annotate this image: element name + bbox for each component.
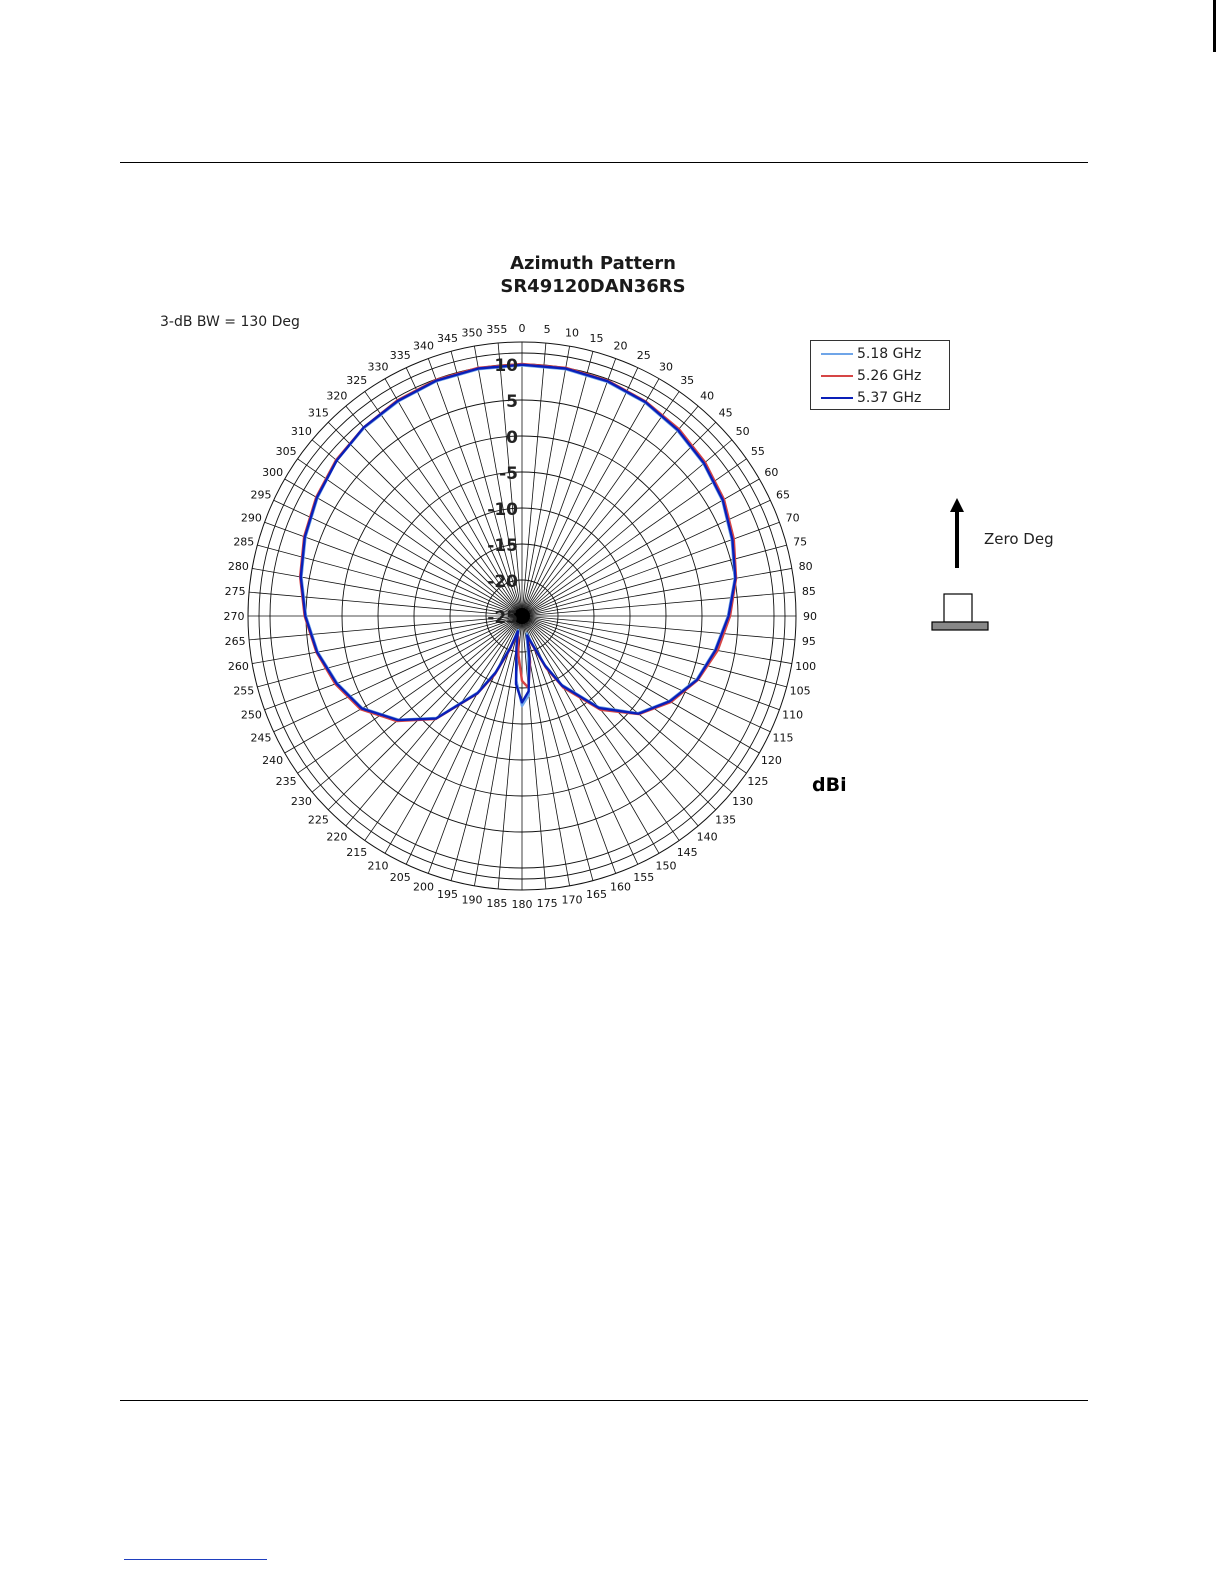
legend — [810, 340, 950, 410]
radial-unit-label: dBi — [812, 774, 847, 796]
footer-link-underline — [124, 1559, 267, 1560]
grid-spoke — [249, 592, 522, 616]
legend-label: 5.18 GHz — [857, 346, 922, 362]
angle-tick-label: 205 — [389, 871, 411, 885]
angle-tick-label: 110 — [782, 708, 804, 722]
angle-tick-label: 0 — [518, 322, 526, 335]
grid-spoke — [522, 522, 779, 616]
angle-tick-label: 40 — [700, 389, 715, 403]
angle-tick-label: 160 — [610, 880, 632, 894]
angle-tick-label: 60 — [764, 466, 779, 479]
angle-tick-label: 190 — [461, 893, 483, 907]
angle-tick-label: 80 — [798, 559, 813, 573]
angle-tick-label: 35 — [680, 374, 695, 388]
legend-swatch — [821, 397, 853, 399]
angle-tick-label: 320 — [326, 389, 348, 403]
angle-tick-label: 165 — [586, 888, 608, 902]
angle-tick-label: 295 — [250, 488, 272, 502]
grid-spoke — [522, 368, 638, 616]
angle-tick-label: 145 — [676, 845, 698, 859]
grid-spoke — [406, 616, 522, 864]
angle-tick-label: 125 — [747, 775, 769, 789]
angle-tick-label: 325 — [346, 374, 368, 388]
angle-tick-label: 340 — [412, 339, 434, 353]
angle-tick-label: 280 — [227, 559, 249, 573]
angle-tick-label: 270 — [223, 610, 245, 623]
series-line — [300, 364, 736, 721]
radial-tick-label: 5 — [506, 392, 518, 412]
angle-tick-label: 55 — [750, 444, 765, 458]
angle-tick-label: 140 — [696, 830, 718, 844]
grid-spoke — [522, 592, 795, 616]
angle-tick-label: 285 — [233, 535, 255, 549]
angle-tick-label: 335 — [389, 348, 411, 362]
grid-spoke — [522, 359, 616, 616]
angle-tick-label: 230 — [290, 795, 312, 809]
angle-tick-label: 185 — [486, 896, 508, 910]
grid-spoke — [522, 616, 779, 710]
angle-tick-label: 105 — [789, 684, 811, 698]
antenna-icon — [930, 593, 990, 633]
angle-tick-label: 15 — [589, 331, 604, 345]
angle-tick-label: 305 — [275, 444, 297, 458]
series-layer — [300, 364, 736, 721]
angle-tick-label: 250 — [240, 708, 262, 722]
angle-tick-label: 195 — [436, 888, 458, 902]
grid-spoke — [522, 616, 616, 873]
angle-tick-label: 20 — [613, 339, 628, 353]
angle-tick-label: 65 — [776, 488, 791, 502]
angle-tick-label: 120 — [760, 754, 782, 767]
legend-item — [821, 365, 943, 387]
angle-tick-label: 215 — [346, 845, 368, 859]
angle-tick-label: 240 — [262, 754, 284, 767]
angle-tick-label: 25 — [636, 348, 651, 362]
angle-tick-label: 180 — [511, 898, 533, 911]
series-line — [302, 365, 735, 719]
angle-tick-label: 235 — [275, 775, 297, 789]
legend-label: 5.37 GHz — [857, 390, 922, 406]
angle-tick-label: 300 — [262, 466, 284, 479]
angle-tick-label: 265 — [224, 635, 246, 649]
angle-tick-label: 200 — [412, 880, 434, 894]
radial-tick-label: -25 — [487, 608, 518, 628]
angle-tick-label: 210 — [367, 859, 389, 873]
angle-tick-label: 95 — [801, 635, 816, 649]
beamwidth-annotation: 3-dB BW = 130 Deg — [160, 314, 300, 330]
chart-subtitle: SR49120DAN36RS — [500, 276, 686, 297]
chart-title: Azimuth Pattern — [510, 253, 676, 274]
angle-tick-label: 135 — [715, 813, 737, 827]
angle-tick-label: 245 — [250, 731, 272, 745]
angle-tick-label: 220 — [326, 830, 348, 844]
angle-tick-label: 310 — [290, 424, 312, 438]
angle-tick-label: 70 — [785, 511, 800, 525]
angle-tick-label: 170 — [561, 893, 583, 907]
angle-tick-label: 75 — [793, 535, 808, 549]
legend-item — [821, 387, 943, 409]
angle-tick-label: 350 — [461, 326, 483, 340]
angle-tick-label: 330 — [367, 360, 389, 374]
footer-rule — [120, 1400, 1088, 1401]
grid-spoke — [522, 616, 795, 640]
angle-tick-label: 50 — [735, 424, 750, 438]
angle-tick-label: 115 — [772, 731, 794, 745]
angle-tick-label: 30 — [659, 360, 673, 374]
legend-swatch — [821, 353, 853, 355]
angle-tick-label: 45 — [718, 406, 733, 420]
angle-tick-label: 85 — [801, 584, 816, 598]
legend-label: 5.26 GHz — [857, 368, 922, 384]
grid-spoke — [522, 343, 546, 616]
angle-tick-label: 260 — [227, 660, 249, 674]
radial-tick-label: 10 — [494, 356, 518, 376]
grid-spoke — [522, 616, 638, 864]
angle-tick-label: 225 — [307, 813, 329, 827]
angle-tick-label: 150 — [655, 859, 677, 873]
angle-tick-label: 175 — [536, 896, 558, 910]
angle-tick-label: 10 — [565, 326, 580, 340]
angle-tick-label: 345 — [436, 331, 458, 345]
zero-deg-label: Zero Deg — [984, 530, 1054, 548]
angle-tick-label: 275 — [224, 584, 246, 598]
angle-tick-label: 130 — [732, 795, 754, 809]
radial-tick-label: 0 — [506, 428, 518, 448]
angle-tick-label: 155 — [633, 871, 655, 885]
angle-tick-label: 100 — [795, 660, 817, 674]
grid-spoke — [522, 616, 546, 889]
angle-tick-label: 5 — [543, 323, 551, 337]
radial-tick-label: -10 — [487, 500, 518, 520]
polar-grid — [248, 342, 796, 890]
radial-tick-label: -15 — [487, 536, 518, 556]
angle-tick-label: 315 — [307, 406, 329, 420]
legend-swatch — [821, 375, 853, 377]
grid-spoke — [522, 616, 770, 732]
legend-item — [821, 343, 943, 365]
angle-tick-label: 90 — [803, 610, 817, 623]
radial-tick-label: -5 — [499, 464, 518, 484]
angle-tick-label: 355 — [486, 323, 508, 337]
grid-spoke — [249, 616, 522, 640]
arrow-up-icon — [946, 498, 968, 568]
angle-tick-label: 255 — [233, 684, 255, 698]
angle-tick-label: 290 — [240, 511, 262, 525]
radial-tick-label: -20 — [487, 572, 518, 592]
grid-spoke — [265, 616, 522, 710]
